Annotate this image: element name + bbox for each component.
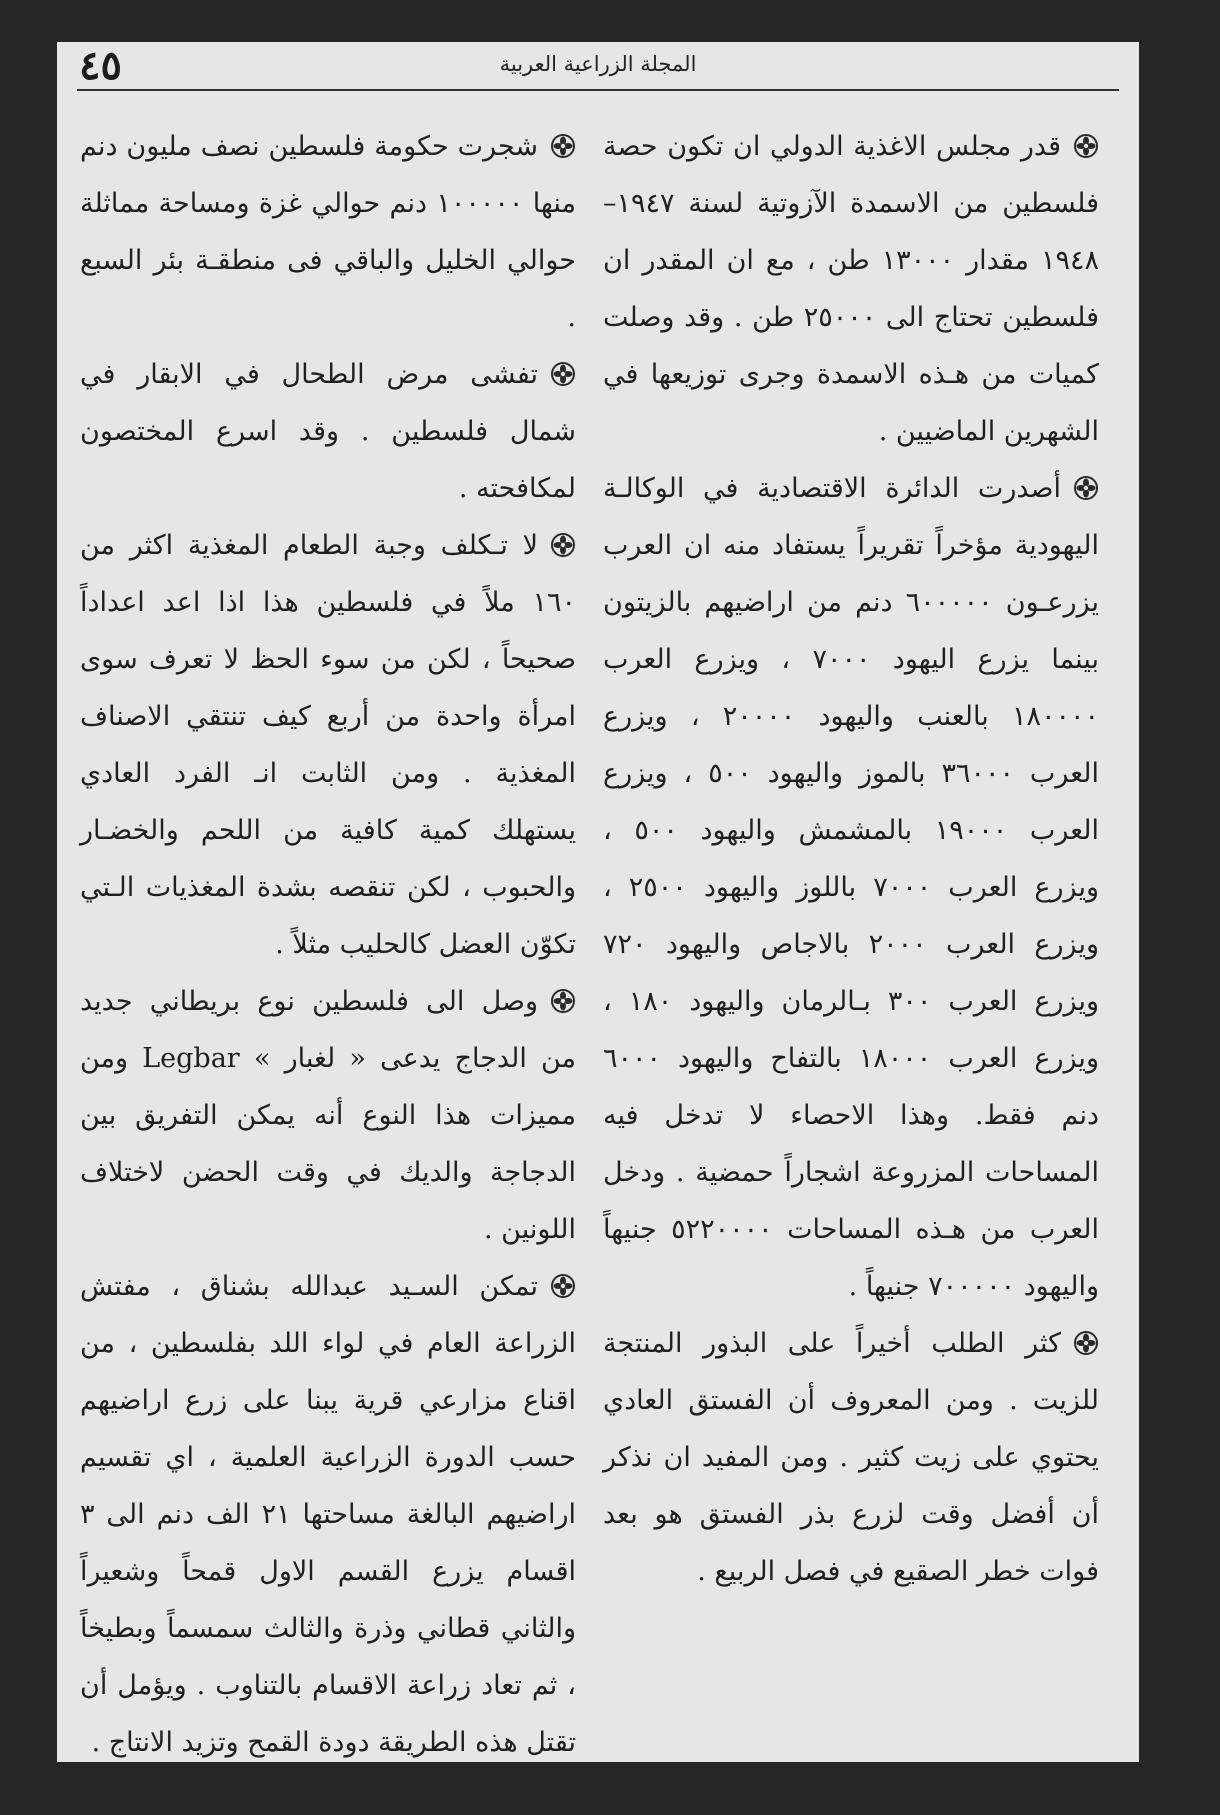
journal-title: المجلة الزراعية العربية bbox=[499, 52, 697, 76]
right-column bbox=[603, 118, 1099, 1600]
news-item-text: وصل الى فلسطين نوع بريطاني جديد من الدجاج يدعى « لغبار » Legbar ومن مميزات هذا النوع أنه يمكن التفريق بين الدجاجة والديك في وقت الحضن لاختلاف اللونين . bbox=[80, 986, 577, 1245]
page-number: ٤٥ bbox=[79, 42, 122, 89]
ornamental-flower-icon bbox=[1073, 122, 1099, 148]
news-item-text: أصدرت الدائرة الاقتصادية في الوكالـة اليهودية مؤخراً تقريراً يستفاد منه ان العرب يزرعـون ٦٠٠٠٠٠ دنم من اراضيهم بالزيتون بينما يزرع اليهود ٧٠٠٠ ، ويزرع العرب ١٨٠٠٠٠ بالعنب واليهود ٢٠٠٠٠ ، ويزرع العرب ٣٦٠٠٠ بالموز واليهود ٥٠٠ ، ويزرع العرب ١٩٠٠٠ بالمشمش واليهود ٥٠٠ ، ويزرع العرب ٧٠٠٠ باللوز واليهود ٢٥٠٠ ، ويزرع العرب ٢٠٠٠ بالاجاص واليهود ٧٢٠ ويزرع العرب ٣٠٠ بـالرمان واليهود ١٨٠ ، ويزرع العرب ١٨٠٠٠ بالتفاح واليهود ٦٠٠٠ دنم فقط. وهذا الاحصاء لا تدخل فيه المساحات المزروعة اشجاراً حمضية . ودخل العرب من هـذه المساحات ٥٢٢٠٠٠٠ جنيهاً واليهود ٧٠٠٠٠٠ جنيهاً . bbox=[603, 473, 1100, 1302]
news-item bbox=[80, 517, 576, 973]
magazine-page bbox=[57, 42, 1139, 1762]
news-item-text: شجرت حكومة فلسطين نصف مليون دنم منها ١٠٠٠٠٠ دنم حوالي غزة ومساحة مماثلة حوالي الخليل والباقي فى منطقـة بئر السبع . bbox=[80, 131, 576, 333]
news-item-text: تفشى مرض الطحال في الابقار في شمال فلسطين . وقد اسرع المختصون لمكافحته . bbox=[80, 359, 576, 504]
news-item bbox=[80, 973, 576, 1258]
header-divider bbox=[77, 89, 1119, 91]
news-item bbox=[603, 118, 1099, 460]
ornamental-flower-icon bbox=[1073, 464, 1099, 490]
ornamental-flower-icon bbox=[550, 977, 576, 1003]
news-item bbox=[80, 1258, 576, 1762]
news-item-text: تمكن السـيد عبدالله بشناق ، مفتش الزراعة العام في لواء اللد بفلسطين ، من اقناع مزارعي قرية يبنا على زرع اراضيهم حسب الدورة الزراعية العلمية ، اي تقسيم اراضيهم البالغة مساحتها ٢١ الف دنم الى ٣ اقسام يزرع القسم الاول قمحاً وشعيراً والثاني قطاني وذرة والثالث سمسماً وبطيخاً ، ثم تعاد زراعة الاقسام بالتناوب . ويؤمل أن تقتل هذه الطريقة دودة القمح وتزيد الانتاج . bbox=[80, 1271, 576, 1758]
news-item bbox=[80, 346, 576, 517]
ornamental-flower-icon bbox=[550, 521, 576, 547]
ornamental-flower-icon bbox=[1073, 1319, 1099, 1345]
ornamental-flower-icon bbox=[550, 350, 576, 376]
left-column bbox=[80, 118, 576, 1762]
ornamental-flower-icon bbox=[550, 122, 576, 148]
ornamental-flower-icon bbox=[550, 1262, 576, 1288]
news-item bbox=[603, 1315, 1099, 1600]
news-item bbox=[603, 460, 1099, 1315]
page-header bbox=[77, 42, 1119, 89]
news-item bbox=[80, 118, 576, 346]
news-item-text: كثر الطلب أخيراً على البذور المنتجة للزيت . ومن المعروف أن الفستق العادي يحتوي على زيت كثير . ومن المفيد ان نذكر أن أفضل وقت لزرع بذر الفستق هو بعد فوات خطر الصقيع في فصل الربيع . bbox=[603, 1328, 1099, 1587]
news-item-text: لا تـكلف وجبة الطعام المغذية اكثر من ١٦٠ ملاً في فلسطين هذا اذا اعد اعداداً صحيحاً ، لكن من سوء الحظ لا تعرف سوى امرأة واحدة من أربع كيف تنتقي الاصناف المغذية . ومن الثابت انـ الفرد العادي يستهلك كمية كافية من اللحم والخضـار والحبوب ، لكن تنقصه بشدة المغذيات الـتي تكوّن العضل كالحليب مثلاً . bbox=[80, 530, 576, 960]
news-item-text: قدر مجلس الاغذية الدولي ان تكون حصة فلسطين من الاسمدة الآزوتية لسنة ١٩٤٧–١٩٤٨ مقدار ١٣٠٠٠ طن ، مع ان المقدر ان فلسطين تحتاج الى ٢٥٠٠٠ طن . وقد وصلت كميات من هـذه الاسمدة وجرى توزيعها في الشهرين الماضيين . bbox=[603, 131, 1100, 447]
